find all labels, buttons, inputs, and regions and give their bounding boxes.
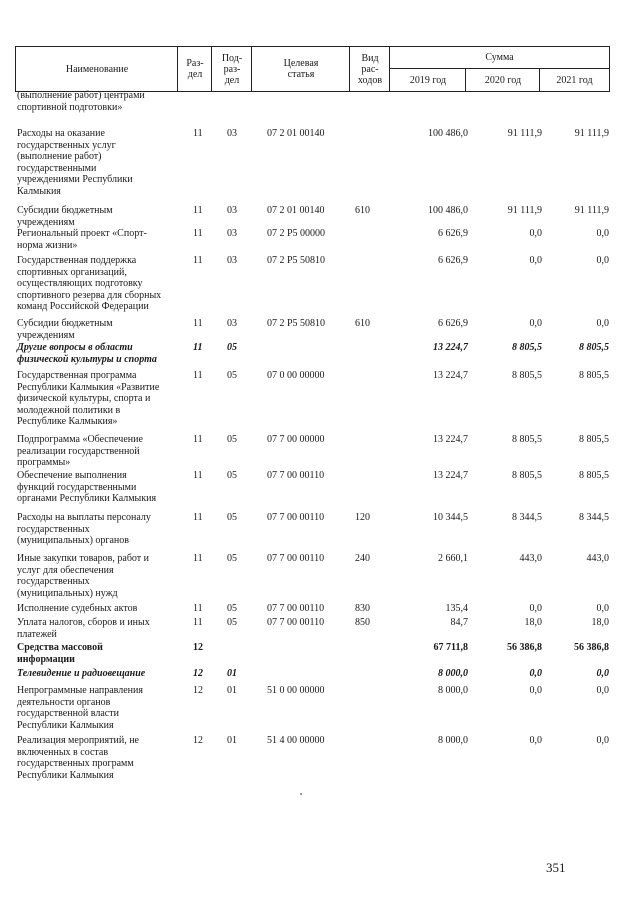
- cell-razd: 11: [193, 228, 203, 239]
- cell-name: (выполнение работ) центрами спортивной подготовки»: [17, 90, 145, 113]
- cell-pod: 05: [227, 603, 237, 614]
- cell-pod: 03: [227, 318, 237, 329]
- cell-name: Другие вопросы в области физической культуры и спорта: [17, 342, 157, 365]
- cell-pod: 05: [227, 342, 237, 353]
- cell-razd: 12: [193, 642, 203, 653]
- cell-cel: 07 0 00 00000: [267, 370, 325, 381]
- cell-s19: 13 224,7: [433, 370, 468, 381]
- cell-s20: 8 805,5: [512, 342, 542, 353]
- cell-name: Телевидение и радиовещание: [17, 668, 146, 679]
- header-vid: Вид рас- ходов: [349, 47, 390, 91]
- cell-razd: 11: [193, 434, 203, 445]
- cell-s19: 100 486,0: [428, 205, 468, 216]
- cell-cel: 07 2 P5 50810: [267, 318, 326, 329]
- cell-pod: 03: [227, 128, 237, 139]
- header-2019: 2019 год: [389, 69, 466, 91]
- cell-s21: 91 111,9: [574, 205, 609, 216]
- cell-razd: 12: [193, 735, 203, 746]
- header-podrazdel: Под- раз- дел: [211, 47, 252, 91]
- cell-name: Расходы на оказание государственных услуг (выполнение работ) государственными учреждениями Республики Калмыкия: [17, 128, 133, 197]
- cell-s19: 13 224,7: [433, 342, 468, 353]
- cell-s21: 8 805,5: [579, 370, 609, 381]
- cell-cel: 51 4 00 00000: [267, 735, 325, 746]
- cell-s20: 56 386,8: [507, 642, 542, 653]
- cell-s20: 8 805,5: [512, 370, 542, 381]
- cell-s19: 67 711,8: [433, 642, 468, 653]
- cell-s20: 91 111,9: [507, 128, 542, 139]
- cell-cel: 07 7 00 00110: [267, 470, 325, 481]
- cell-razd: 11: [193, 205, 203, 216]
- cell-name: Уплата налогов, сборов и иных платежей: [17, 617, 150, 640]
- cell-razd: 12: [193, 685, 203, 696]
- cell-s20: 0,0: [529, 735, 542, 746]
- cell-cel: 51 0 00 00000: [267, 685, 325, 696]
- cell-s19: 6 626,9: [438, 318, 468, 329]
- cell-name: Государственная поддержка спортивных организаций, осуществляющих подготовку спортивного резерва для сборных команд Российской Федерации: [17, 255, 162, 312]
- cell-s20: 443,0: [519, 553, 542, 564]
- cell-name: Средства массовой информации: [17, 642, 103, 665]
- cell-name: Субсидии бюджетным учреждениям: [17, 205, 113, 228]
- cell-vid: 850: [355, 617, 370, 628]
- cell-s20: 0,0: [529, 255, 542, 266]
- cell-s19: 8 000,0: [438, 735, 468, 746]
- cell-s21: 8 344,5: [579, 512, 609, 523]
- cell-razd: 11: [193, 370, 203, 381]
- cell-s21: 0,0: [596, 603, 609, 614]
- cell-razd: 11: [193, 318, 203, 329]
- cell-razd: 11: [193, 255, 203, 266]
- cell-s21: 18,0: [591, 617, 609, 628]
- cell-s20: 8 344,5: [512, 512, 542, 523]
- cell-s21: 443,0: [586, 553, 609, 564]
- cell-s21: 91 111,9: [574, 128, 609, 139]
- cell-s20: 18,0: [524, 617, 542, 628]
- cell-s19: 84,7: [450, 617, 468, 628]
- cell-razd: 11: [193, 553, 203, 564]
- cell-pod: 05: [227, 512, 237, 523]
- cell-name: Реализация мероприятий, не включенных в состав государственных программ Республики Калмыкия: [17, 735, 139, 781]
- cell-s21: 0,0: [596, 685, 609, 696]
- cell-pod: 05: [227, 434, 237, 445]
- header-razdel: Раз- дел: [177, 47, 212, 91]
- cell-s21: 0,0: [596, 318, 609, 329]
- cell-s19: 13 224,7: [433, 434, 468, 445]
- cell-pod: 05: [227, 553, 237, 564]
- header-celevaya: Целевая статья: [251, 47, 350, 91]
- cell-s21: 8 805,5: [579, 434, 609, 445]
- cell-name: Государственная программа Республики Калмыкия «Развитие физической культуры, спорта и молодежной политики в Республике Калмыкия»: [17, 370, 160, 427]
- cell-cel: 07 2 P5 50810: [267, 255, 326, 266]
- cell-name: Непрограммные направления деятельности органов государственной власти Республики Калмыкия: [17, 685, 143, 731]
- scan-speck: [300, 793, 302, 795]
- cell-pod: 03: [227, 255, 237, 266]
- cell-s20: 0,0: [529, 228, 542, 239]
- cell-s19: 10 344,5: [433, 512, 468, 523]
- cell-cel: 07 2 P5 00000: [267, 228, 326, 239]
- cell-razd: 12: [193, 668, 203, 679]
- cell-cel: 07 7 00 00110: [267, 603, 325, 614]
- cell-name: Региональный проект «Спорт- норма жизни»: [17, 228, 147, 251]
- cell-s21: 56 386,8: [574, 642, 609, 653]
- cell-razd: 11: [193, 617, 203, 628]
- cell-pod: 01: [227, 668, 237, 679]
- cell-s19: 8 000,0: [438, 668, 468, 679]
- cell-pod: 03: [227, 228, 237, 239]
- cell-pod: 05: [227, 470, 237, 481]
- cell-s20: 0,0: [529, 685, 542, 696]
- cell-s19: 13 224,7: [433, 470, 468, 481]
- cell-s19: 2 660,1: [438, 553, 468, 564]
- cell-vid: 120: [355, 512, 370, 523]
- cell-cel: 07 7 00 00110: [267, 553, 325, 564]
- cell-vid: 240: [355, 553, 370, 564]
- cell-s20: 91 111,9: [507, 205, 542, 216]
- cell-s21: 0,0: [596, 668, 609, 679]
- cell-s21: 0,0: [596, 735, 609, 746]
- cell-cel: 07 7 00 00110: [267, 617, 325, 628]
- cell-razd: 11: [193, 512, 203, 523]
- cell-s19: 100 486,0: [428, 128, 468, 139]
- cell-s20: 0,0: [529, 318, 542, 329]
- cell-s19: 8 000,0: [438, 685, 468, 696]
- cell-pod: 01: [227, 685, 237, 696]
- cell-pod: 05: [227, 617, 237, 628]
- cell-razd: 11: [193, 470, 203, 481]
- cell-name: Подпрограмма «Обеспечение реализации государственной программы»: [17, 434, 143, 468]
- cell-s19: 6 626,9: [438, 228, 468, 239]
- cell-s20: 0,0: [529, 668, 542, 679]
- cell-pod: 03: [227, 205, 237, 216]
- cell-vid: 610: [355, 205, 370, 216]
- cell-razd: 11: [193, 342, 203, 353]
- cell-s19: 6 626,9: [438, 255, 468, 266]
- cell-cel: 07 7 00 00000: [267, 434, 325, 445]
- cell-name: Исполнение судебных актов: [17, 603, 138, 614]
- cell-s21: 8 805,5: [579, 342, 609, 353]
- header-2020: 2020 год: [465, 69, 540, 91]
- table-header: [15, 46, 610, 92]
- cell-name: Иные закупки товаров, работ и услуг для обеспечения государственных (муниципальных) нужд: [17, 553, 150, 599]
- cell-razd: 11: [193, 603, 203, 614]
- cell-s20: 0,0: [529, 603, 542, 614]
- cell-s19: 135,4: [445, 603, 468, 614]
- cell-name: Расходы на выплаты персоналу государственных (муниципальных) органов: [17, 512, 151, 546]
- cell-pod: 05: [227, 370, 237, 381]
- cell-vid: 610: [355, 318, 370, 329]
- cell-s21: 8 805,5: [579, 470, 609, 481]
- cell-name: Обеспечение выполнения функций государственными органами Республики Калмыкия: [17, 470, 157, 504]
- cell-s20: 8 805,5: [512, 470, 542, 481]
- cell-cel: 07 2 01 00140: [267, 128, 325, 139]
- cell-cel: 07 2 01 00140: [267, 205, 325, 216]
- header-summa: Сумма: [389, 47, 610, 69]
- cell-name: Субсидии бюджетным учреждениям: [17, 318, 113, 341]
- cell-pod: 01: [227, 735, 237, 746]
- cell-vid: 830: [355, 603, 370, 614]
- cell-s21: 0,0: [596, 255, 609, 266]
- cell-cel: 07 7 00 00110: [267, 512, 325, 523]
- cell-razd: 11: [193, 128, 203, 139]
- page-number: 351: [546, 860, 566, 875]
- cell-s20: 8 805,5: [512, 434, 542, 445]
- cell-s21: 0,0: [596, 228, 609, 239]
- header-2021: 2021 год: [539, 69, 610, 91]
- header-name: Наименование: [15, 47, 178, 91]
